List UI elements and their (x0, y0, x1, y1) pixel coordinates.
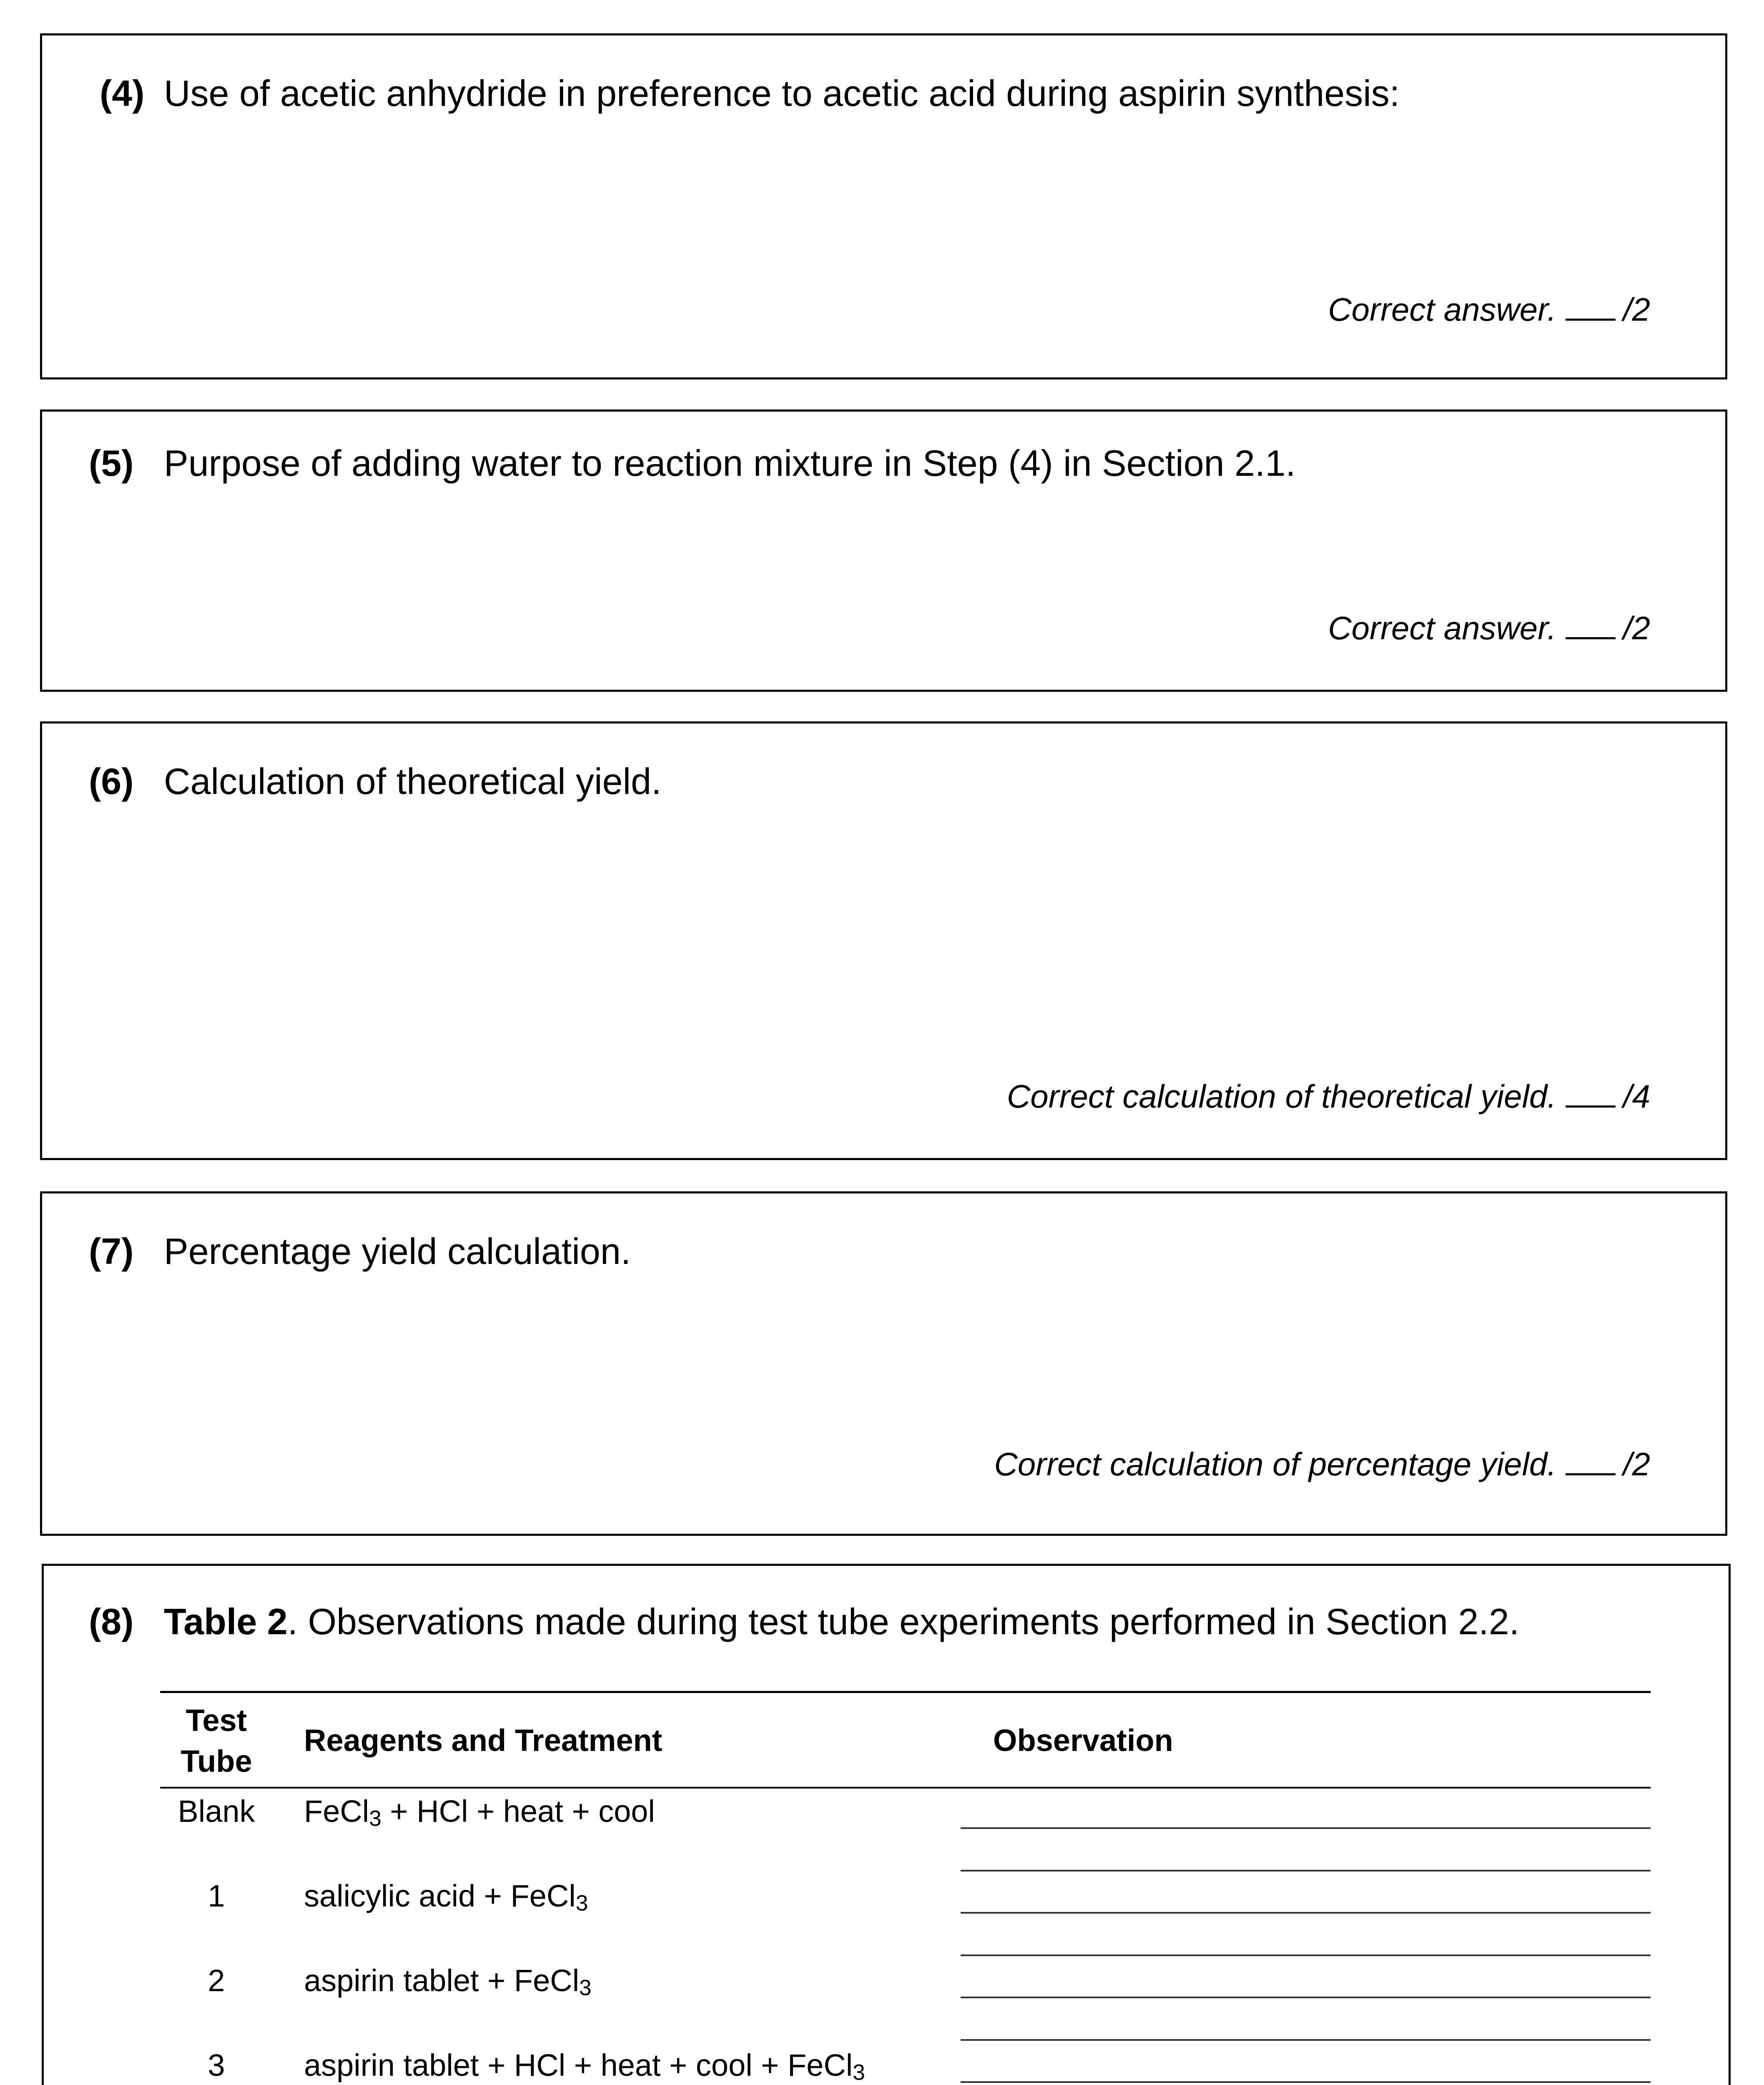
cell-reagents: aspirin tablet + HCl + heat + cool + FeCl$_3$ (304, 2048, 865, 2085)
question-text: Purpose of adding water to reaction mixture in Step (4) in Section 2.1. (164, 442, 1296, 484)
cell-test-tube: Blank (178, 1794, 255, 1829)
header-test-tube-line2: Tube (181, 1743, 252, 1779)
score-max: /2 (1623, 291, 1650, 328)
score-max: /2 (1623, 1446, 1650, 1482)
score-label: Correct calculation of percentage yield. (994, 1446, 1556, 1482)
observation-answer-line[interactable] (961, 1997, 1651, 1998)
question-number: (6) (89, 761, 134, 802)
score-line (1007, 1080, 1650, 1113)
score-line (1328, 293, 1650, 326)
question-6-box (40, 721, 1727, 1160)
table-header-rule (160, 1787, 1651, 1789)
question-text: Percentage yield calculation. (164, 1231, 631, 1272)
header-observation: Observation (993, 1723, 1173, 1758)
cell-reagents: aspirin tablet + FeCl$_3$ (304, 1963, 592, 2000)
score-blank[interactable] (1566, 1102, 1616, 1108)
table-caption-text: . Observations made during test tube experiments performed in Section 2.2. (287, 1601, 1520, 1642)
header-test-tube-line1: Test (186, 1703, 247, 1738)
cell-test-tube: 3 (208, 2048, 225, 2082)
question-text: Use of acetic anhydride in preference to acetic acid during aspirin synthesis: (164, 73, 1400, 114)
question-number: (8) (89, 1601, 134, 1642)
score-blank[interactable] (1566, 634, 1616, 639)
cell-reagents: salicylic acid + FeCl$_3$ (304, 1879, 588, 1916)
table-caption (164, 1603, 1519, 1640)
observation-answer-line[interactable] (961, 1827, 1651, 1829)
score-line (994, 1448, 1650, 1480)
cell-reagents: FeCl$_3$ + HCl + heat + cool (304, 1794, 655, 1831)
cell-test-tube: 2 (208, 1963, 225, 1998)
observation-answer-line[interactable] (961, 2081, 1651, 2083)
question-number: (4) (100, 73, 145, 114)
score-label: Correct calculation of theoretical yield. (1006, 1078, 1556, 1115)
score-line (1328, 612, 1650, 644)
cell-test-tube: 1 (208, 1879, 225, 1913)
header-test-tube (160, 1700, 273, 1781)
question-text: Calculation of theoretical yield. (164, 761, 662, 802)
question-4-box (40, 33, 1727, 379)
question-7-box (40, 1191, 1727, 1536)
score-max: /4 (1623, 1078, 1650, 1115)
question-number: (7) (89, 1231, 134, 1272)
observations-table (160, 1691, 1651, 2085)
score-blank[interactable] (1566, 1470, 1616, 1475)
score-max: /2 (1623, 610, 1650, 646)
observation-answer-line[interactable] (961, 1954, 1651, 1956)
table-label: Table 2 (164, 1601, 288, 1642)
question-number: (5) (89, 442, 134, 484)
observation-answer-line[interactable] (961, 2039, 1651, 2041)
observation-answer-line[interactable] (961, 1912, 1651, 1914)
score-label: Correct answer. (1328, 610, 1556, 646)
header-reagents: Reagents and Treatment (304, 1723, 662, 1758)
score-blank[interactable] (1566, 315, 1616, 321)
score-label: Correct answer. (1328, 291, 1556, 328)
table-top-rule (160, 1691, 1651, 1693)
observation-answer-line[interactable] (961, 1870, 1651, 1871)
question-5-box (40, 409, 1727, 692)
